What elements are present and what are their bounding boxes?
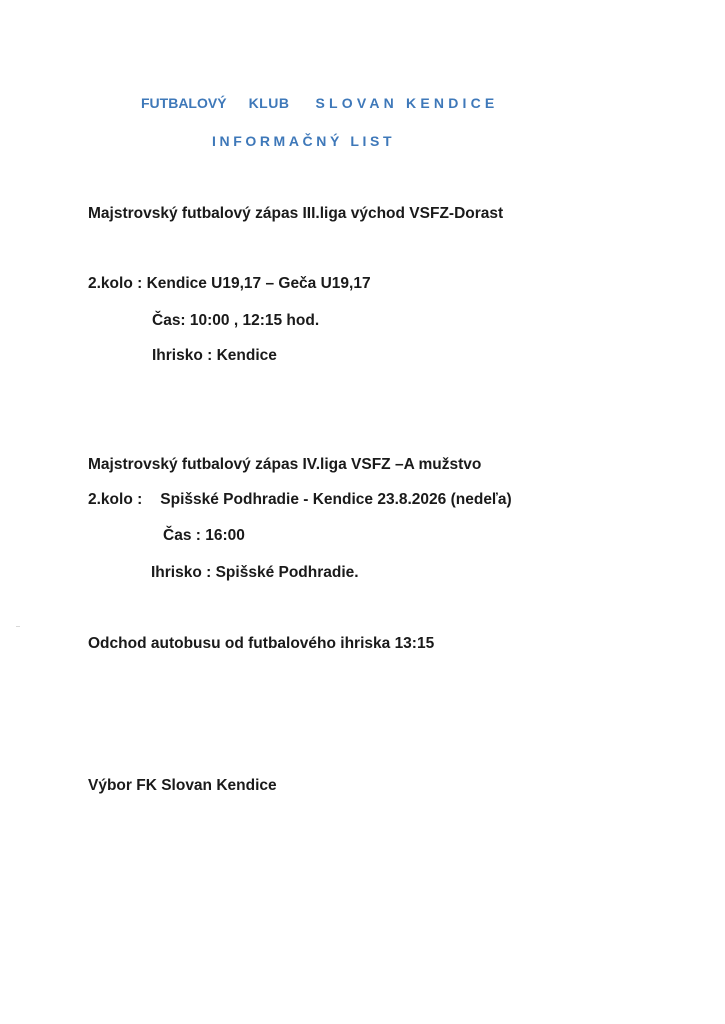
match2-venue: Ihrisko : Spišské Podhradie. — [151, 564, 359, 581]
club-header — [141, 93, 498, 113]
match2-round-detail: Spišské Podhradie - Kendice 23.8.2026 (nedeľa) — [160, 491, 512, 508]
match2-round — [88, 490, 512, 510]
match1-round: 2.kolo : Kendice U19,17 – Geča U19,17 — [88, 275, 371, 292]
match1-time: Čas: 10:00 , 12:15 hod. — [152, 312, 320, 329]
sheet-title: INFORMAČNÝ LIST — [212, 133, 396, 149]
club-word: KLUB — [248, 95, 290, 111]
club-prefix: FUTBALOVÝ — [141, 95, 227, 111]
match1-venue: Ihrisko : Kendice — [152, 347, 277, 364]
scan-artifact — [16, 626, 20, 627]
match2-round-label: 2.kolo : — [88, 491, 143, 508]
signature: Výbor FK Slovan Kendice — [88, 777, 277, 794]
bus-departure: Odchod autobusu od futbalového ihriska 13:15 — [88, 635, 435, 652]
match2-time: Čas : 16:00 — [163, 527, 245, 544]
match2-heading: Majstrovský futbalový zápas IV.liga VSFZ –A mužstvo — [88, 456, 482, 473]
match1-heading: Majstrovský futbalový zápas III.liga východ VSFZ-Dorast — [88, 205, 504, 222]
club-name: SLOVAN KENDICE — [315, 95, 499, 111]
